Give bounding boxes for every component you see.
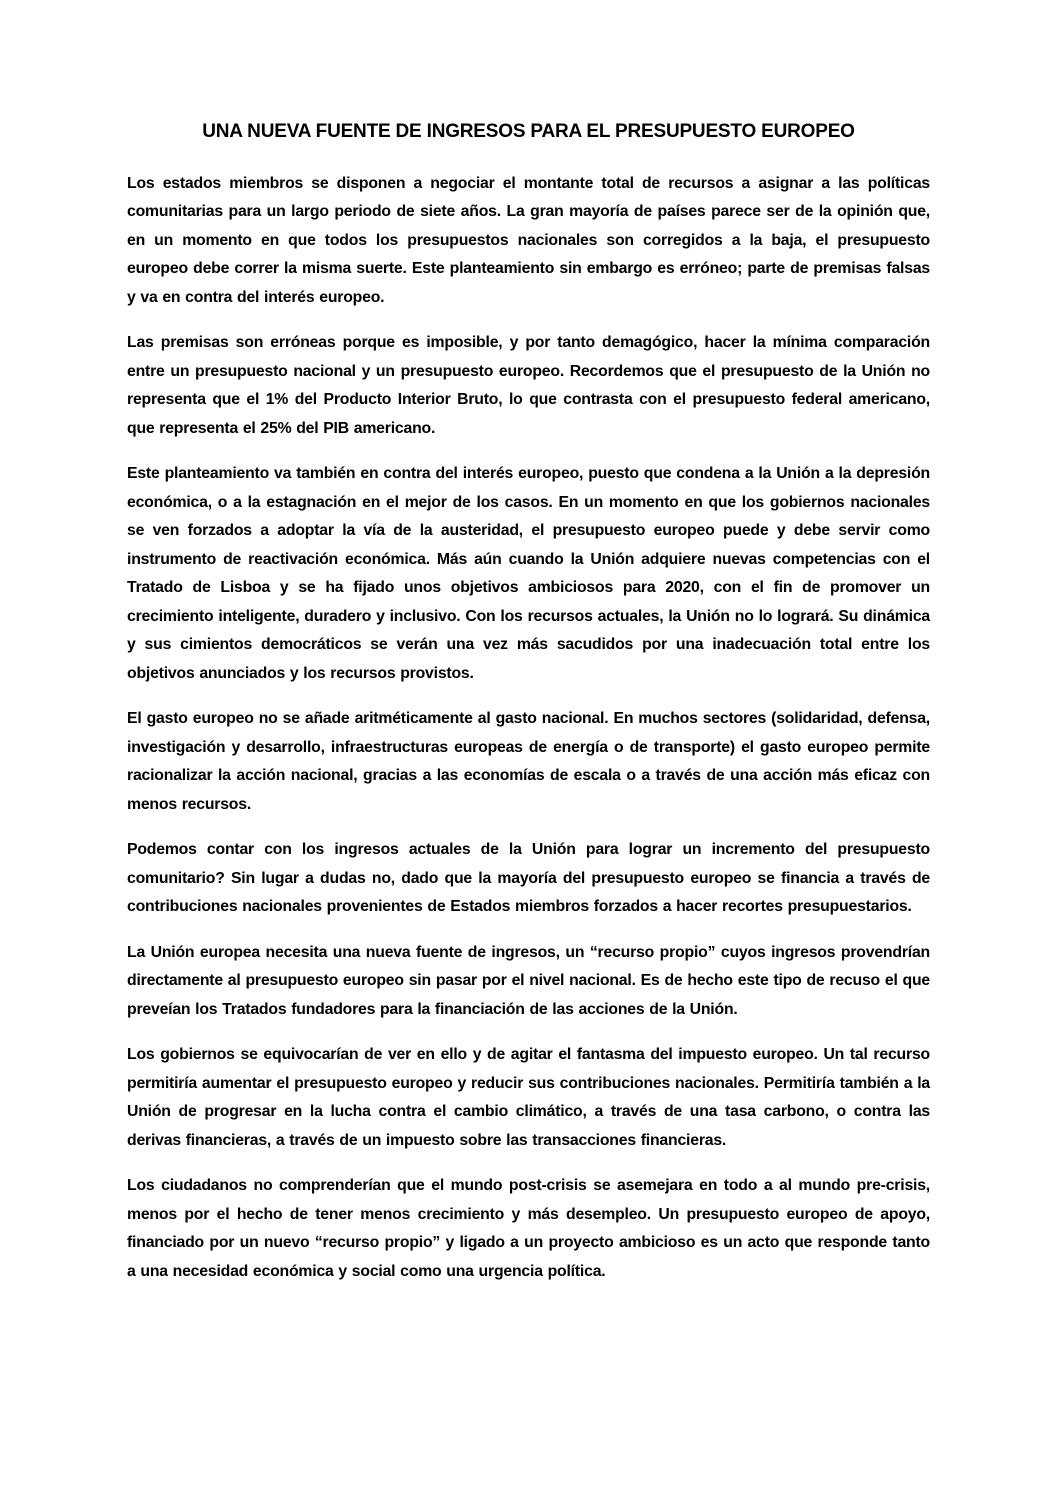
paragraph: Los gobiernos se equivocarían de ver en ello y de agitar el fantasma del impuesto europeo. Un tal recurso permitiría aumentar el presupuesto europeo y reducir sus contribuciones nacionales. Permitiría también a la Unión de progresar en la lucha contra el cambio climático, a través de una tasa carbono, o contra las derivas financieras, a través de un impuesto sobre las transacciones financieras. (127, 1046, 930, 1149)
paragraph: La Unión europea necesita una nueva fuente de ingresos, un “recurso propio” cuyos ingresos provendrían directamente al presupuesto europeo sin pasar por el nivel nacional. Es de hecho este tipo de recuso el que preveían los Tratados fundadores para la financiación de las acciones de la Unión. (127, 943, 930, 1018)
paragraph: Los ciudadanos no comprenderían que el mundo post-crisis se asemejara en todo a al mundo pre-crisis, menos por el hecho de tener menos crecimiento y más desempleo. Un presupuesto europeo de apoyo, financiado por un nuevo “recurso propio” y ligado a un proyecto ambicioso es un acto que responde tanto a una necesidad económica y social como una urgencia política. (127, 1177, 930, 1280)
paragraph: Los estados miembros se disponen a negociar el montante total de recursos a asignar a las políticas comunitarias para un largo periodo de siete años. La gran mayoría de países parece ser de la opinión que, en un momento en que todos los presupuestos nacionales son corregidos a la baja, el presupuesto europeo debe correr la misma suerte. Este planteamiento sin embargo es erróneo; parte de premisas falsas y va en contra del interés europeo. (127, 174, 930, 306)
document-title: UNA NUEVA FUENTE DE INGRESOS PARA EL PRESUPUESTO EUROPEO (202, 121, 855, 142)
paragraph: El gasto europeo no se añade aritméticamente al gasto nacional. En muchos sectores (solidaridad, defensa, investigación y desarrollo, infraestructuras europeas de energía o de transporte) el gasto europeo permite racionalizar la acción nacional, gracias a las economías de escala o a través de una acción más eficaz con menos recursos. (127, 710, 930, 813)
paragraph: Las premisas son erróneas porque es imposible, y por tanto demagógico, hacer la mínima comparación entre un presupuesto nacional y un presupuesto europeo. Recordemos que el presupuesto de la Unión no representa que el 1% del Producto Interior Bruto, lo que contrasta con el presupuesto federal americano, que representa el 25% del PIB americano. (127, 334, 930, 437)
paragraph: Podemos contar con los ingresos actuales de la Unión para lograr un incremento del presupuesto comunitario? Sin lugar a dudas no, dado que la mayoría del presupuesto europeo se financia a través de contribuciones nacionales provenientes de Estados miembros forzados a hacer recortes presupuestarios. (127, 841, 930, 916)
paragraph: Este planteamiento va también en contra del interés europeo, puesto que condena a la Unión a la depresión económica, o a la estagnación en el mejor de los casos. En un momento en que los gobiernos nacionales se ven forzados a adoptar la vía de la austeridad, el presupuesto europeo puede y debe servir como instrumento de reactivación económica. Más aún cuando la Unión adquiere nuevas competencias con el Tratado de Lisboa y se ha fijado unos objetivos ambiciosos para 2020, con el fin de promover un crecimiento inteligente, duradero y inclusivo. Con los recursos actuales, la Unión no lo logrará. Su dinámica y sus cimientos democráticos se verán una vez más sacudidos por una inadecuación total entre los objetivos anunciados y los recursos provistos. (127, 465, 930, 682)
